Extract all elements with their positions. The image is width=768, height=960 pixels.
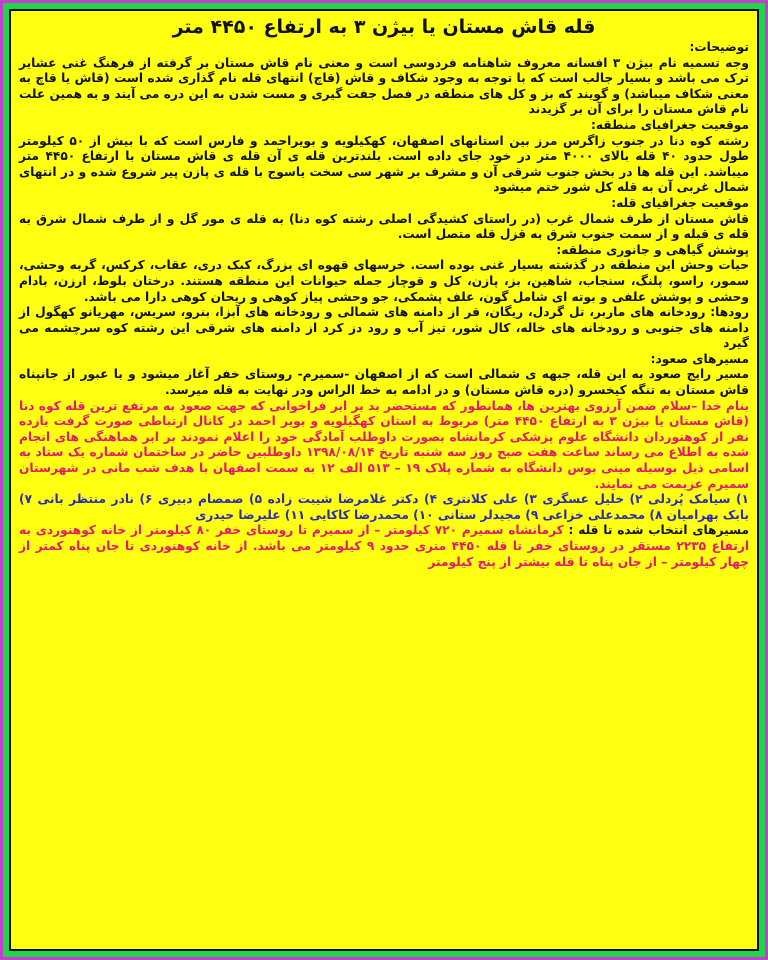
flora-fauna-heading: پوشش گیاهی و جانوری منطقه: <box>556 242 749 257</box>
description-text: وجه تسمیه نام بیژن ۳ افسانه معروف شاهنامه فردوسی است و معنی نام قاش مستان بر گرفته از فرهنگ غنی عشایر ترک می باشد و بسیار جالب است که با توجه به وجود شکاف و قاش (قاچ) انتهای قله نام گذاری شده است (قاش یا قاچ به معنی شکاف میباشد) و گویند که بز و کل های منطقه در فصل جفت گیری و مست شدن به این دره می آیند و به همین علت نام قاش مستان را برای آن بر گزیدند <box>19 55 750 117</box>
description-heading: توضیحات: <box>689 40 749 54</box>
selected-routes <box>19 523 749 570</box>
flora-fauna-text: حیات وحش این منطقه در گذشته بسیار غنی بوده است. خرسهای قهوه ای بزرگ، کبک دری، عقاب، کرکس، گربه وحشی، سمور، راسو، پلنگ، سنجاب، شاهین، بز، پازن، کل و قوچاز جمله حیوانات این منطقه هستند. درختان بلوط، ارزن، بادام وحشی و پوشش علفی و بوته ای شامل گون، علف پشمکی، جو وحشی پیاز کوهی و ریحان کوهی دارا می باشد. <box>19 258 749 304</box>
peak-geography-heading: موقعیت جغرافیای قله: <box>611 195 749 210</box>
selected-routes-text: کرمانشاه سمیرم ۷۲۰ کیلومتر – از سمیرم تا روستای خفر ۸۰ کیلومتر از خانه کوهنوردی به ارتفاع ۲۲۳۵ مستقر در روستای خفر تا قله ۴۴۵۰ متری حدود ۹ کیلومتر می باشد. از خانه کوهنوردی تا جان پناه کمتر از چهار کیلومتر – از جان پناه تا قله بیشتر از پنج کیلومتر <box>19 523 750 569</box>
notice-board <box>9 9 759 951</box>
participants-list: ۱) سیامک پُردلی ۲) خلیل عسگری ۳) علی کلانتری ۴) دکتر غلامرضا شیبت زاده ۵) صمصام دبیری ۶) نادر منتظر بانی ۷) بابک بهرامیان ۸) محمدعلی خزاعی ۹) مجیدلر ستانی ۱۰) محمدرضا کاکایی ۱۱) علیرضا حیدری <box>19 492 749 522</box>
selected-routes-heading: مسیرهای انتخاب شده تا قله : <box>568 523 750 538</box>
ascent-routes-heading: مسیرهای صعود: <box>650 351 749 366</box>
page-title: قله قاش مستان یا بیژن ۳ به ارتفاع ۴۴۵۰ متر <box>172 16 596 38</box>
announcement-text: بنام خدا –سلام ضمن آرزوی بهترین ها، همانطور که مستحضر بد بر ابر فراخوانی که جهت صعود به مرتفع ترین قله کوه دنا (قاش مستان یا بیژن ۳ به ارتفاع ۴۴۵۰ متر) مربوط به استان کهگیلویه و بویر احمد در کانال ارتباطی صورت گرفت یازده نفر از کوهنوردان دانشگاه علوم پزشکی کرمانشاه بصورت داوطلب آمادگی خود را اعلام نمودند بر ابر هماهنگی های انجام شده به اطلاع می رساند ساعت هفت صبح روز سه شنبه تاریخ ۱۳۹۸/۰۸/۱۴ داوطلبین حاضر در ساختمان شماره یک ستاد به اسامی ذیل بوسیله مینی بوس دانشگاه به شماره پلاک ۱۹ – ۵۱۳ الف ۱۲ به سمت اصفهان با هدف شب مانی در شهرستان سمیرم عزیمت می نمایند. <box>19 398 749 491</box>
peak-geography-text: قاش مستان از طرف شمال غرب (در راستای کشیدگی اصلی رشته کوه دنا) به قله ی مور گل و از طرف شمال شرق به قله ی قبله و از سمت جنوب شرق به قزل قله متصل است. <box>19 211 749 242</box>
ascent-routes-text: مسیر رایج صعود به این قله، جبهه ی شمالی است که از اصفهان -سمیرم- روستای خفر آغاز میشود و با عبور از جانپناه قاش مستان به تنگه کیخسرو (دره قاش مستان) و در ادامه به خط الراس ودر نهایت به قله میرسد. <box>19 367 749 398</box>
region-geography-heading: موقعیت جغرافیای منطقه: <box>591 117 749 132</box>
rivers-text: رودها: رودخانه های ماربر، تل گردل، ریگان، قر از دامنه های شمالی و رودخانه های آبزا، بنرو، سریس، مهریانو کهگول از دامنه های جنوبی و رودخانه های خاله، کال شور، تیز آب و رود دز کرد از دامنه های شرقی این رشته کوه سرچشمه می گیرد <box>19 305 749 351</box>
region-geography-text: رشته کوه دنا در جنوب زاگرس مرز بین استانهای اصفهان، کهکیلویه و بویراحمد و فارس است که با بیش از ۵۰ کیلومتر طول حدود ۴۰ قله بالای ۴۰۰۰ متر در خود جای داده است. بلندترین قله ی آن قله ی قاش مستان با ارتفاع ۴۴۵۰ متر میباشد. این قله ها در بخش جنوب شرقی آن و مشرف بر شهر سی سخت یاسوج با قله ی پازن پیر شروع شده و در انتهای شمال غربی آن به قله کل شور ختم میشود <box>19 133 749 195</box>
